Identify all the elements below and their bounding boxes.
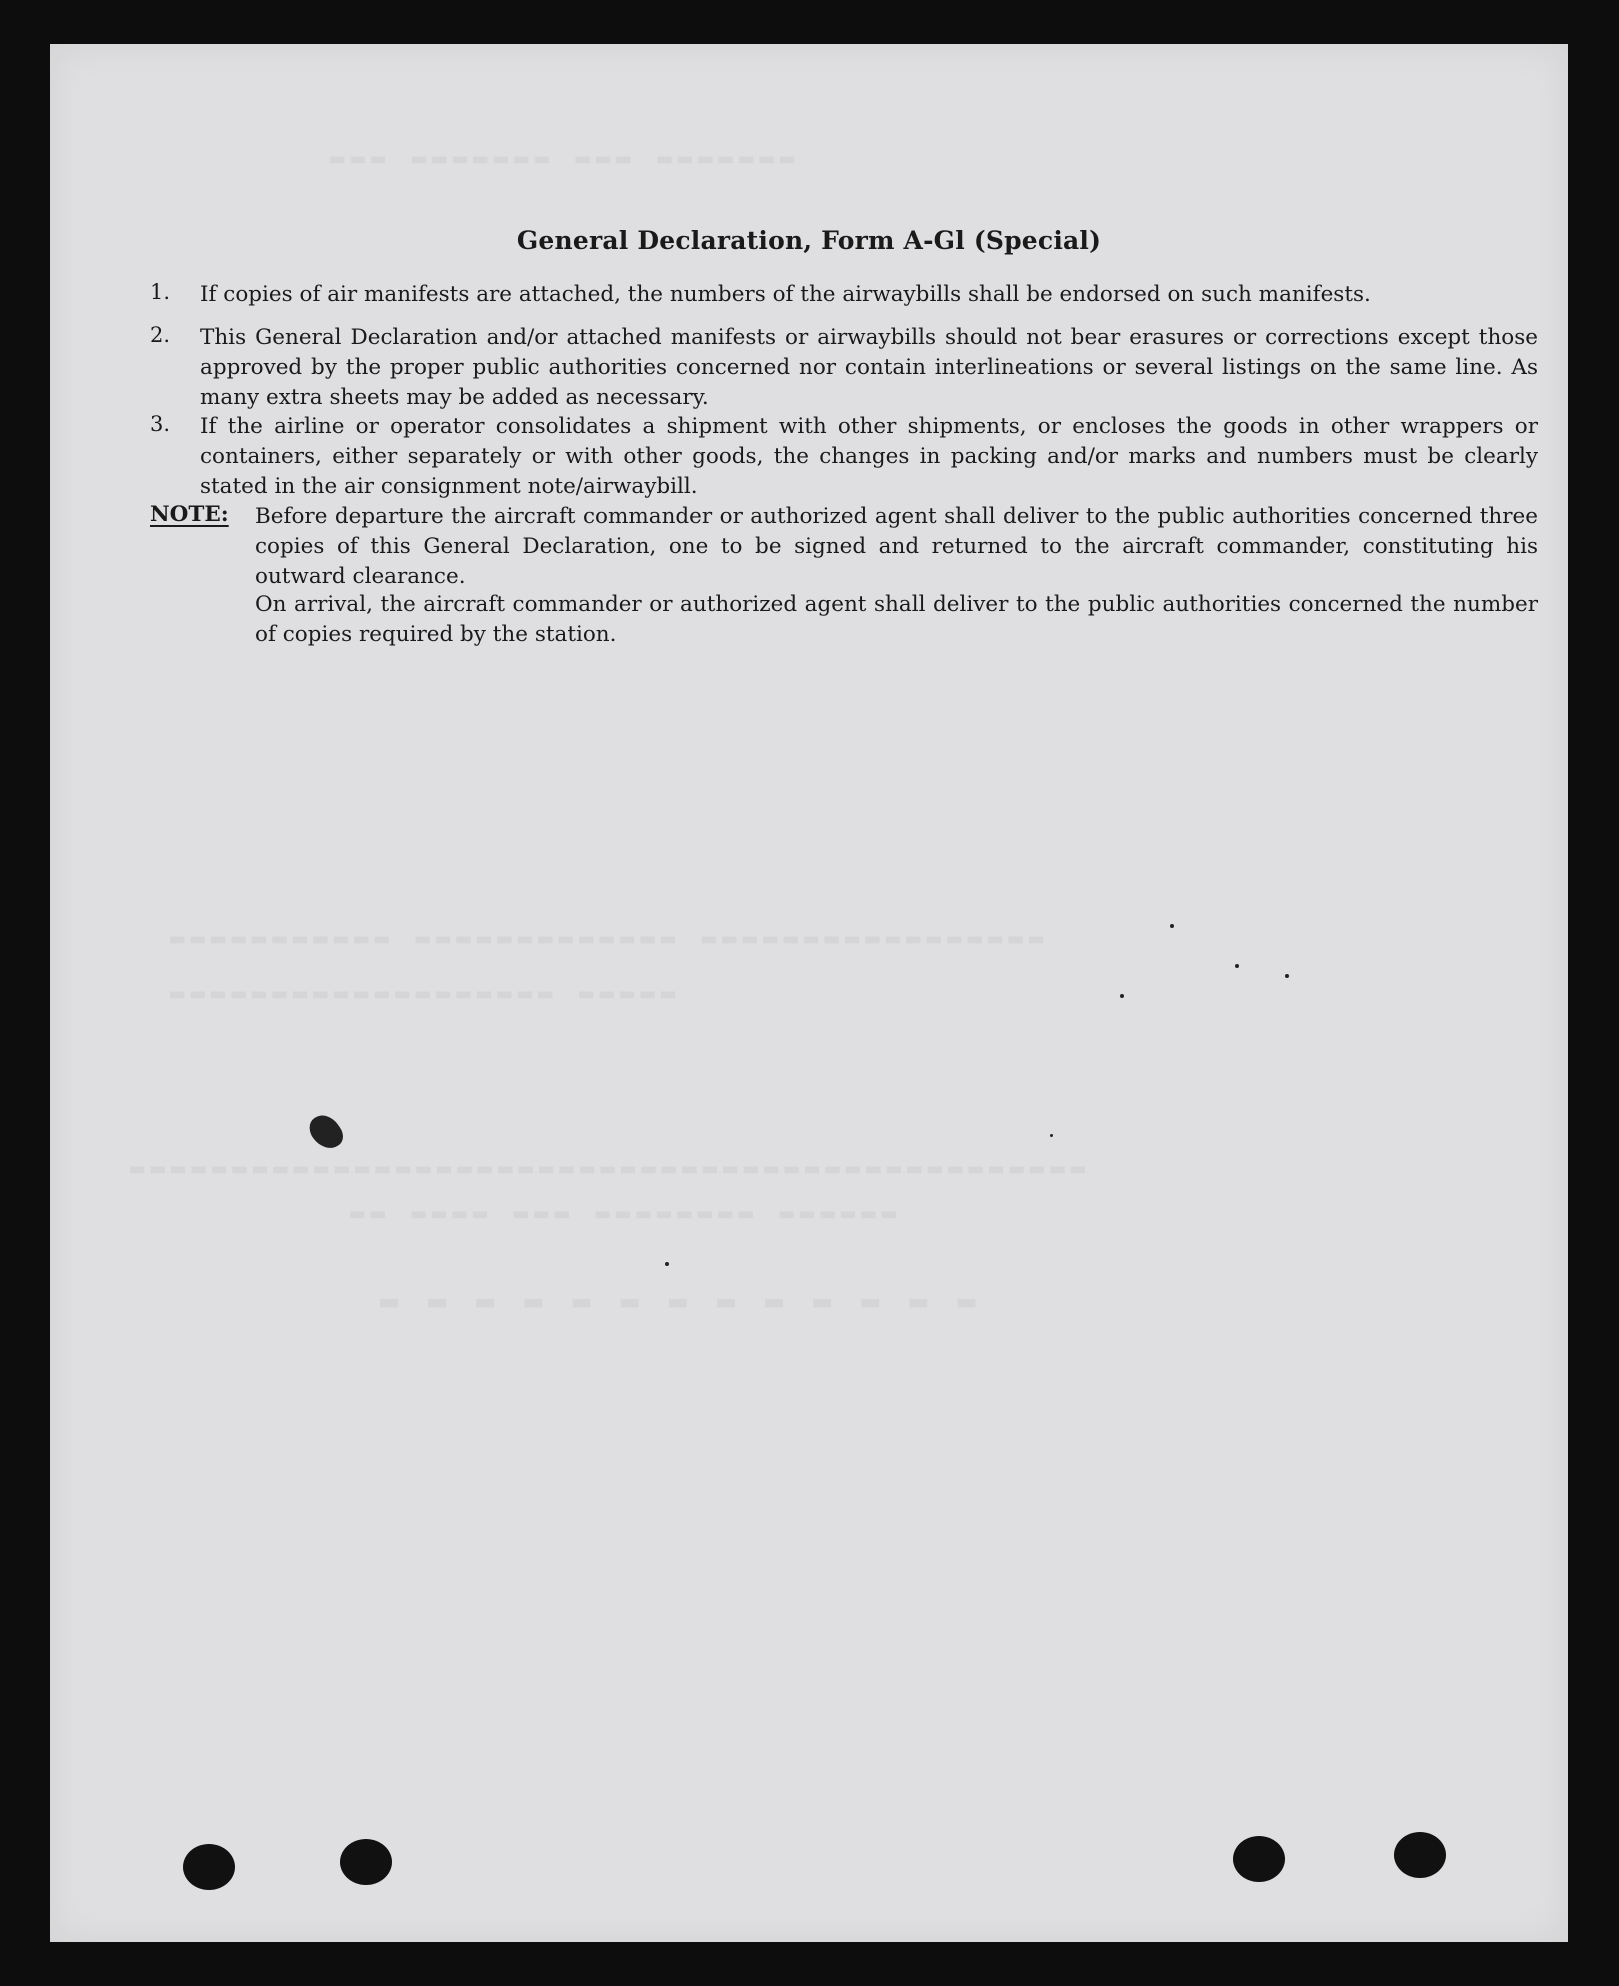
ink-speck bbox=[1050, 1134, 1053, 1137]
show-through-mark bbox=[330, 144, 800, 172]
ink-blot bbox=[304, 1109, 348, 1155]
list-item-text: If the airline or operator consolidates a shipment with other shipments, or encloses the goods in other wrappers or containers, either separately or with other goods, the changes in packing and/or marks and numbers must be clearly stated in the air consignment note/airwaybill. bbox=[200, 414, 1538, 499]
ink-speck bbox=[1170, 924, 1174, 928]
punch-hole bbox=[340, 1839, 392, 1885]
punch-hole bbox=[1233, 1836, 1285, 1882]
show-through-mark bbox=[130, 1154, 1091, 1182]
show-through-mark bbox=[380, 1284, 982, 1319]
list-item-number: 3. bbox=[150, 412, 171, 436]
list-item-number: 1. bbox=[150, 280, 171, 304]
ink-speck bbox=[1285, 974, 1289, 978]
document-page bbox=[50, 44, 1568, 1942]
ink-speck bbox=[665, 1262, 669, 1266]
note-paragraph: On arrival, the aircraft commander or authorized agent shall deliver to the public authorities concerned the number of copies required by the station. bbox=[255, 592, 1538, 647]
show-through-mark bbox=[170, 979, 681, 1007]
list-item-number: 2. bbox=[150, 323, 171, 347]
ink-speck bbox=[1235, 964, 1239, 968]
show-through-mark bbox=[350, 1199, 902, 1227]
list-item-text: This General Declaration and/or attached manifests or airwaybills should not bear erasures or corrections except those approved by the proper public authorities concerned nor contain interlineations or several listings on the same line. As many extra sheets may be added as necessary. bbox=[200, 325, 1538, 410]
ink-speck bbox=[1120, 994, 1124, 998]
show-through-mark bbox=[170, 924, 1049, 952]
list-item-text: If copies of air manifests are attached, the numbers of the airwaybills shall be endorsed on such manifests. bbox=[200, 282, 1371, 307]
punch-hole bbox=[183, 1844, 235, 1890]
punch-hole bbox=[1394, 1832, 1446, 1878]
note-paragraph: Before departure the aircraft commander or authorized agent shall deliver to the public authorities concerned three copies of this General Declaration, one to be signed and returned to the aircraft commander, constituting his outward clearance. bbox=[255, 504, 1538, 589]
note-label: NOTE: bbox=[150, 502, 229, 527]
document-title: General Declaration, Form A-Gl (Special) bbox=[516, 226, 1102, 255]
